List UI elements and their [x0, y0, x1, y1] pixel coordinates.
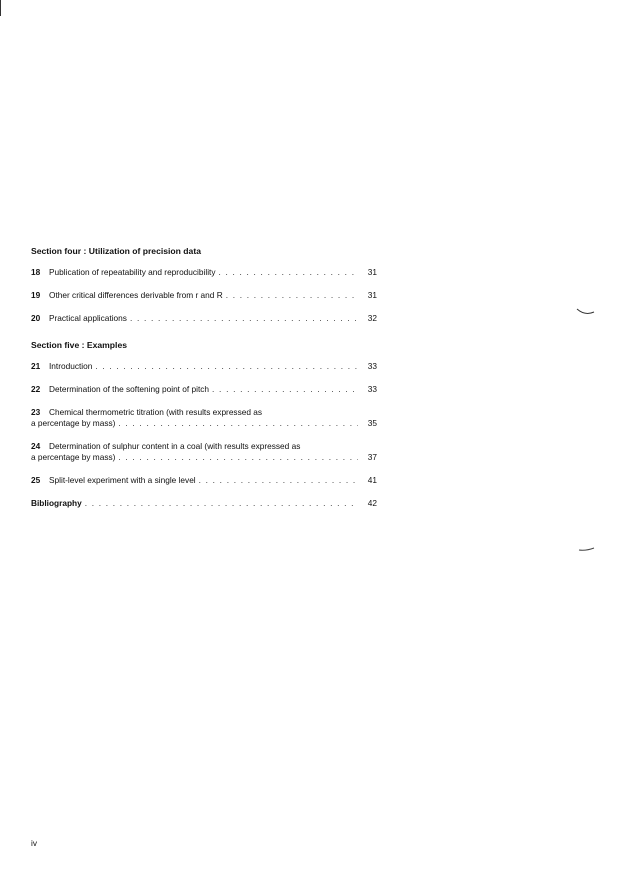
entry-number: 19 — [31, 290, 41, 300]
entry-title: Other critical differences derivable from r and R — [49, 290, 223, 300]
table-of-contents — [31, 246, 377, 521]
section-four-heading: Section four : Utilization of precision data — [31, 246, 201, 256]
entry-page: 35 — [367, 418, 377, 428]
scan-mark — [578, 544, 596, 554]
scan-mark — [576, 306, 596, 318]
dot-leader — [212, 384, 358, 395]
scan-edge-mark — [0, 0, 1, 16]
entry-page: 33 — [367, 361, 377, 371]
entry-title-line1: Chemical thermometric titration (with results expressed as — [49, 407, 263, 417]
dot-leader — [130, 313, 358, 324]
entry-title: Practical applications — [49, 313, 127, 323]
entry-number: 25 — [31, 475, 41, 485]
toc-entry-19[interactable] — [31, 290, 377, 301]
dot-leader — [95, 361, 358, 372]
entry-title: Split-level experiment with a single level — [49, 475, 196, 485]
entry-page: 37 — [367, 452, 377, 462]
dot-leader — [118, 418, 358, 429]
entry-title: Publication of repeatability and reproducibility — [49, 267, 216, 277]
entry-page: 33 — [367, 384, 377, 394]
bibliography-title: Bibliography — [31, 498, 82, 508]
toc-entry-bibliography[interactable] — [31, 498, 377, 509]
dot-leader — [85, 498, 358, 509]
page-number: iv — [31, 838, 37, 848]
entry-page: 32 — [367, 313, 377, 323]
dot-leader — [118, 452, 358, 463]
entry-page: 31 — [367, 267, 377, 277]
entry-number: 18 — [31, 267, 41, 277]
dot-leader — [226, 290, 358, 301]
entry-title: a percentage by mass) — [31, 452, 116, 462]
toc-entry-23[interactable] — [31, 407, 377, 429]
dot-leader — [219, 267, 359, 278]
entry-title: Introduction — [49, 361, 93, 371]
toc-entry-22[interactable] — [31, 384, 377, 395]
entry-page: 42 — [367, 498, 377, 508]
entry-title: Determination of the softening point of pitch — [49, 384, 210, 394]
entry-number: 23 — [31, 407, 41, 417]
entry-number: 22 — [31, 384, 41, 394]
toc-entry-24[interactable] — [31, 441, 377, 463]
entry-page: 31 — [367, 290, 377, 300]
entry-title: a percentage by mass) — [31, 418, 116, 428]
section-five-heading: Section five : Examples — [31, 340, 127, 350]
toc-entry-20[interactable] — [31, 313, 377, 324]
entry-number: 20 — [31, 313, 41, 323]
toc-entry-18[interactable] — [31, 267, 377, 278]
entry-number: 24 — [31, 441, 41, 451]
dot-leader — [199, 475, 358, 486]
entry-number: 21 — [31, 361, 41, 371]
entry-page: 41 — [367, 475, 377, 485]
entry-title-line1: Determination of sulphur content in a coal (with results expressed as — [49, 441, 301, 451]
toc-entry-25[interactable] — [31, 475, 377, 486]
toc-entry-21[interactable] — [31, 361, 377, 372]
